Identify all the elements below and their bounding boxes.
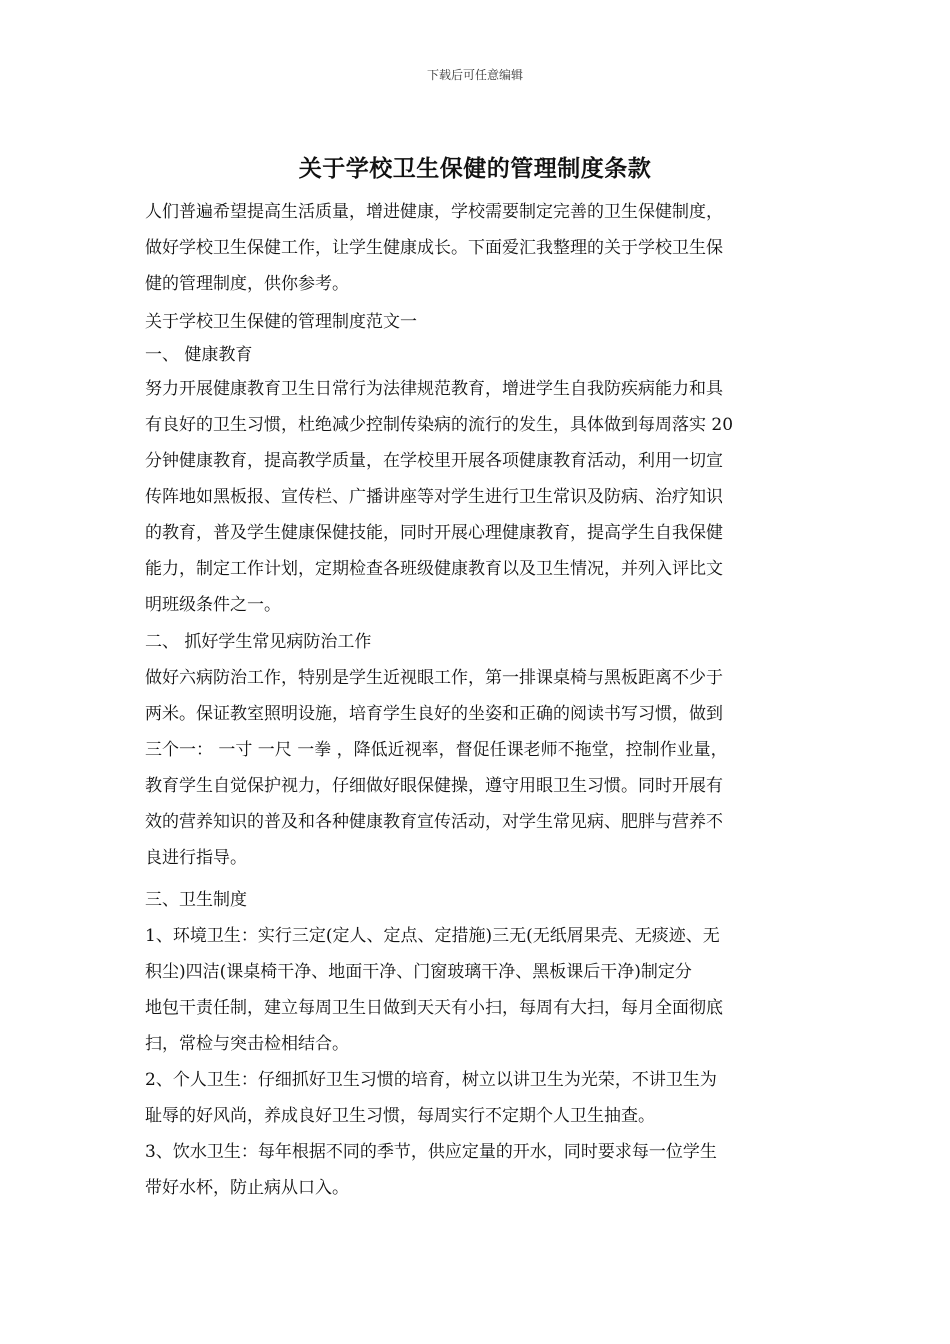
paragraph-line: 两米。保证教室照明设施，培育学生良好的坐姿和正确的阅读书写习惯，做到	[145, 704, 723, 724]
paragraph-line: 健的管理制度，供你参考。	[145, 274, 349, 294]
paragraph-line: 2、个人卫生：仔细抓好卫生习惯的培育，树立以讲卫生为光荣，不讲卫生为	[145, 1070, 717, 1090]
paragraph-line: 有良好的卫生习惯，杜绝减少控制传染病的流行的发生，具体做到每周落实 20	[145, 415, 734, 435]
paragraph-line: 3、饮水卫生：每年根据不同的季节，供应定量的开水，同时要求每一位学生	[145, 1142, 717, 1162]
paragraph-line: 的教育，普及学生健康保健技能，同时开展心理健康教育，提高学生自我保健	[145, 523, 723, 543]
paragraph-line: 教育学生自觉保护视力，仔细做好眼保健操，遵守用眼卫生习惯。同时开展有	[145, 776, 723, 796]
paragraph-line: 二、 抓好学生常见病防治工作	[145, 632, 372, 652]
paragraph-line: 传阵地如黑板报、宣传栏、广播讲座等对学生进行卫生常识及防病、治疗知识	[145, 487, 723, 507]
paragraph-line: 三、卫生制度	[145, 890, 247, 910]
paragraph-line: 能力，制定工作计划，定期检查各班级健康教育以及卫生情况，并列入评比文	[145, 559, 723, 579]
paragraph-line: 努力开展健康教育卫生日常行为法律规范教育，增进学生自我防疾病能力和具	[145, 379, 723, 399]
paragraph-line: 带好水杯，防止病从口入。	[145, 1178, 349, 1198]
paragraph-line: 良进行指导。	[145, 848, 247, 868]
paragraph-line: 一、 健康教育	[145, 345, 253, 365]
paragraph-line: 明班级条件之一。	[145, 595, 281, 615]
paragraph-line: 三个一： 一寸 一尺 一拳 ，降低近视率，督促任课老师不拖堂，控制作业量，	[145, 740, 728, 760]
document-title: 关于学校卫生保健的管理制度条款	[298, 155, 652, 182]
paragraph-line: 做好六病防治工作，特别是学生近视眼工作，第一排课桌椅与黑板距离不少于	[145, 668, 723, 688]
paragraph-line: 做好学校卫生保健工作，让学生健康成长。下面爱汇我整理的关于学校卫生保	[145, 238, 723, 258]
paragraph-line: 1、环境卫生：实行三定(定人、定点、定措施)三无(无纸屑果壳、无痰迹、无	[145, 926, 720, 946]
paragraph-line: 关于学校卫生保健的管理制度范文一	[145, 312, 417, 332]
page-header-note: 下载后可任意编辑	[426, 68, 523, 82]
paragraph-line: 扫，常检与突击检相结合。	[145, 1034, 349, 1054]
paragraph-line: 积尘)四洁(课桌椅干净、地面干净、门窗玻璃干净、黑板课后干净)制定分	[145, 962, 692, 982]
paragraph-line: 分钟健康教育，提高教学质量，在学校里开展各项健康教育活动，利用一切宣	[145, 451, 723, 471]
paragraph-line: 人们普遍希望提高生活质量，增进健康，学校需要制定完善的卫生保健制度，	[145, 202, 723, 222]
paragraph-line: 效的营养知识的普及和各种健康教育宣传活动，对学生常见病、肥胖与营养不	[145, 812, 723, 832]
paragraph-line: 地包干责任制，建立每周卫生日做到天天有小扫，每周有大扫，每月全面彻底	[145, 998, 723, 1018]
paragraph-line: 耻辱的好风尚，养成良好卫生习惯，每周实行不定期个人卫生抽查。	[145, 1106, 655, 1126]
